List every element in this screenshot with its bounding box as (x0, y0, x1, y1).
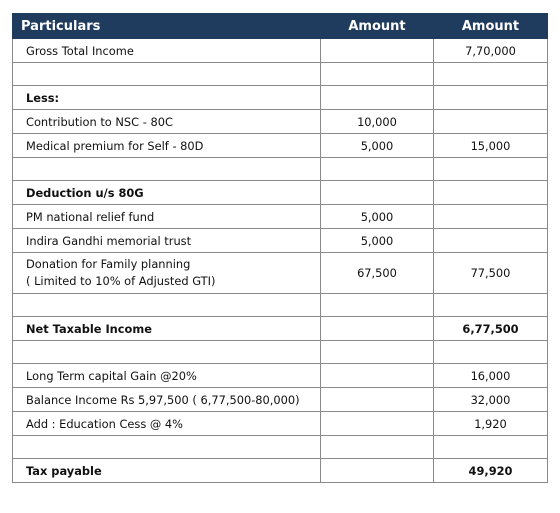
amount-cell (321, 317, 434, 341)
amount-cell: 5,000 (321, 134, 434, 158)
amount-cell: 10,000 (321, 110, 434, 134)
table-row (13, 158, 548, 181)
particulars-cell (13, 158, 321, 181)
particulars-label: Contribution to NSC - 80C (26, 114, 173, 129)
amount-cell (321, 63, 434, 86)
total-amount-cell (434, 181, 548, 205)
particulars-cell (13, 229, 321, 253)
table-header-row (13, 14, 548, 39)
table-row (13, 181, 548, 205)
particulars-cell (13, 294, 321, 317)
particulars-label: Balance Income Rs 5,97,500 ( 6,77,500-80,000) (26, 392, 300, 407)
table-row (13, 205, 548, 229)
particulars-cell (13, 110, 321, 134)
amount-cell (321, 412, 434, 436)
total-amount-cell (434, 294, 548, 317)
total-amount-cell: 32,000 (434, 388, 548, 412)
total-amount-cell: 15,000 (434, 134, 548, 158)
amount-cell (321, 39, 434, 63)
particulars-label: Net Taxable Income (26, 321, 152, 336)
amount-cell (321, 436, 434, 459)
amount-header: Amount (321, 14, 434, 39)
particulars-label: Indira Gandhi memorial trust (26, 233, 192, 248)
amount-cell: 5,000 (321, 205, 434, 229)
total-amount-cell (434, 341, 548, 364)
table-row (13, 341, 548, 364)
table-body (13, 39, 548, 483)
particulars-cell (13, 205, 321, 229)
amount-cell (321, 459, 434, 483)
table-row (13, 39, 548, 63)
table-row (13, 229, 548, 253)
total-amount-cell (434, 110, 548, 134)
table-row (13, 412, 548, 436)
table-row (13, 294, 548, 317)
particulars-cell (13, 63, 321, 86)
table-row (13, 86, 548, 110)
table-row (13, 459, 548, 483)
amount-cell (321, 86, 434, 110)
total-amount-cell (434, 63, 548, 86)
particulars-cell (13, 459, 321, 483)
table-row (13, 364, 548, 388)
amount-total-header: Amount (434, 14, 548, 39)
amount-cell (321, 158, 434, 181)
table-row (13, 436, 548, 459)
particulars-label: Tax payable (26, 463, 102, 478)
tax-computation-table (12, 13, 548, 483)
table-row (13, 317, 548, 341)
total-amount-cell (434, 436, 548, 459)
particulars-cell (13, 436, 321, 459)
amount-cell (321, 294, 434, 317)
total-amount-cell (434, 158, 548, 181)
table-row (13, 134, 548, 158)
particulars-cell (13, 86, 321, 110)
particulars-cell (13, 253, 321, 294)
table-row (13, 110, 548, 134)
table-row (13, 253, 548, 294)
total-amount-cell: 1,920 (434, 412, 548, 436)
particulars-cell (13, 341, 321, 364)
particulars-label: Deduction u/s 80G (26, 185, 144, 200)
particulars-cell (13, 412, 321, 436)
particulars-header: Particulars (13, 14, 321, 39)
table-row (13, 388, 548, 412)
amount-cell (321, 341, 434, 364)
particulars-label: PM national relief fund (26, 209, 155, 224)
table-row (13, 63, 548, 86)
amount-cell (321, 181, 434, 205)
total-amount-cell: 77,500 (434, 253, 548, 294)
particulars-label: Less: (26, 90, 60, 105)
particulars-label: Add : Education Cess @ 4% (26, 416, 183, 431)
amount-cell (321, 364, 434, 388)
particulars-cell (13, 134, 321, 158)
particulars-cell (13, 317, 321, 341)
particulars-cell (13, 364, 321, 388)
total-amount-cell (434, 229, 548, 253)
particulars-label: Gross Total Income (26, 43, 134, 58)
particulars-cell (13, 39, 321, 63)
amount-cell: 5,000 (321, 229, 434, 253)
total-amount-cell: 49,920 (434, 459, 548, 483)
amount-cell: 67,500 (321, 253, 434, 294)
particulars-cell (13, 388, 321, 412)
particulars-cell (13, 181, 321, 205)
tax-computation-sheet (12, 13, 547, 483)
total-amount-cell: 6,77,500 (434, 317, 548, 341)
amount-cell (321, 388, 434, 412)
total-amount-cell (434, 86, 548, 110)
total-amount-cell: 7,70,000 (434, 39, 548, 63)
particulars-label: Medical premium for Self - 80D (26, 138, 204, 153)
total-amount-cell (434, 205, 548, 229)
total-amount-cell: 16,000 (434, 364, 548, 388)
particulars-label: Donation for Family planning (26, 257, 191, 271)
particulars-sublabel: ( Limited to 10% of Adjusted GTI) (26, 274, 216, 288)
particulars-label: Long Term capital Gain @20% (26, 368, 197, 383)
